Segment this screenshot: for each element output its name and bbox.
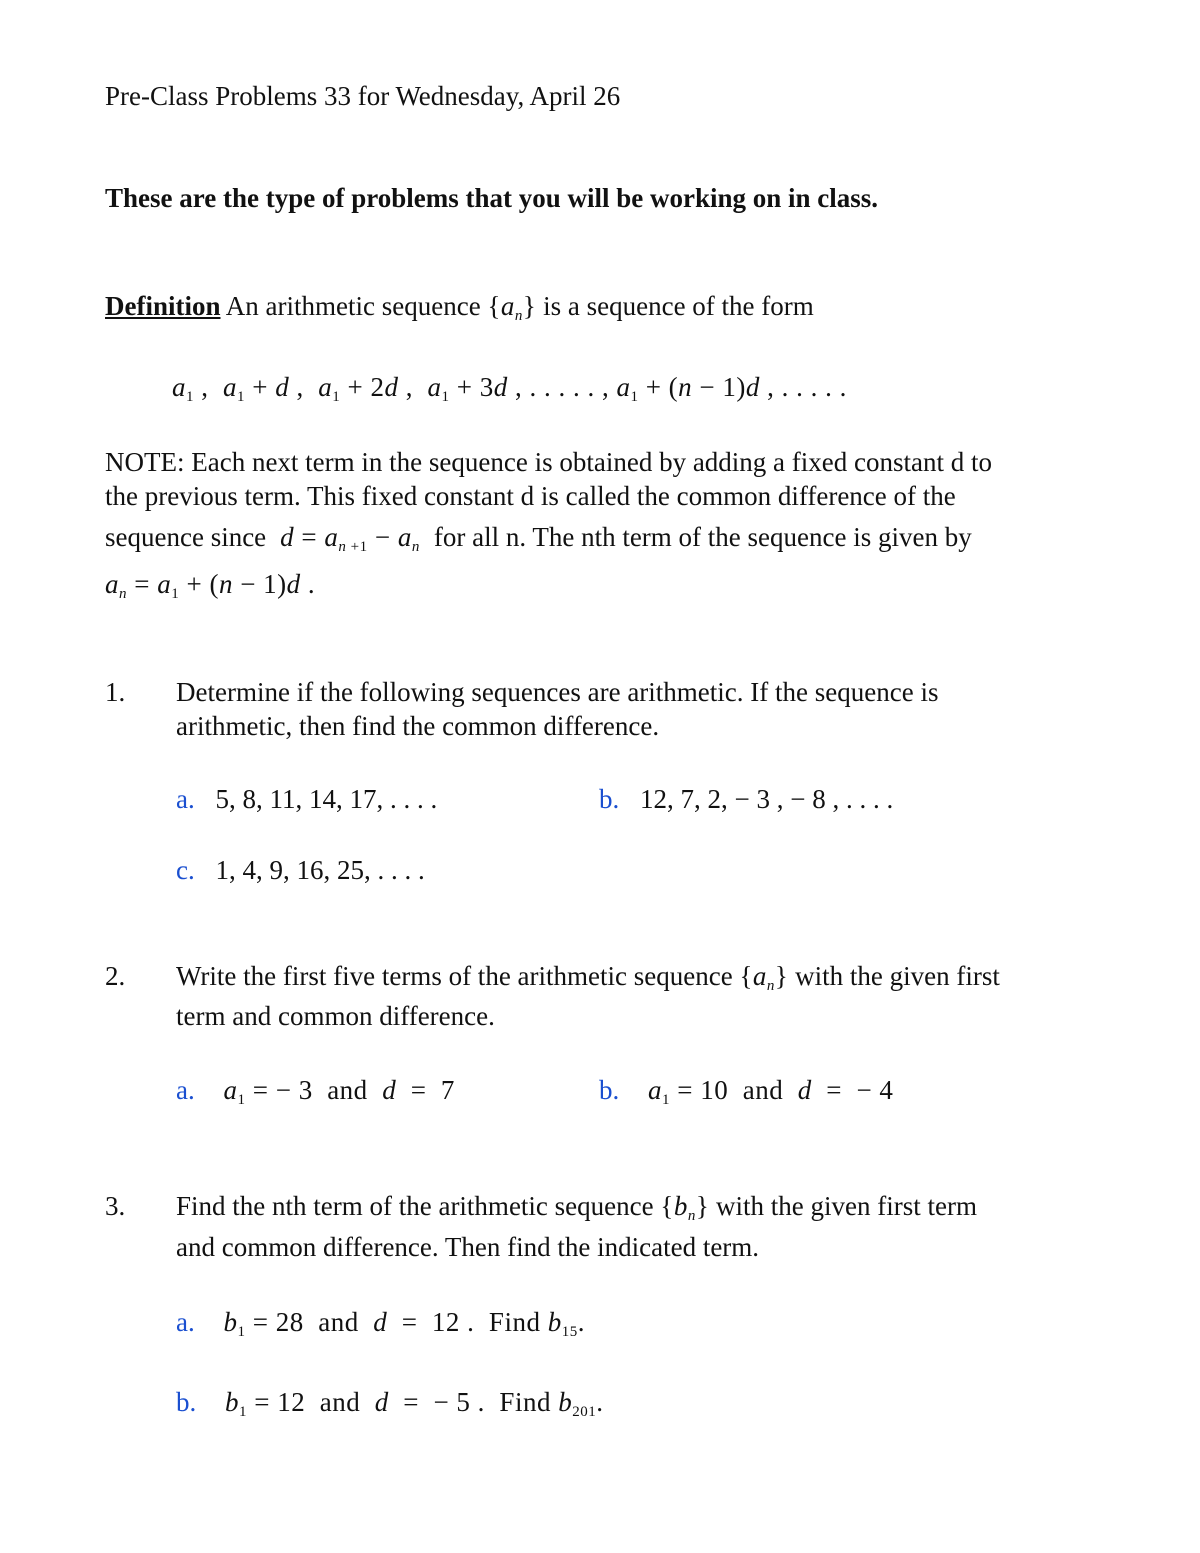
part-label: a. [176,784,195,814]
problem-2-line-1-start: Write the first five terms of the arithmetic sequence [176,961,733,991]
page-title: Pre-Class Problems 33 for Wednesday, April 26 [105,81,621,111]
definition-line [105,289,814,323]
problem-3-number: 3. [105,1191,126,1221]
nth-term-formula: $a_n = a_1 + (n - 1)d$ . [105,569,316,602]
part-text: 1, 4, 9, 16, 25, . . . . [215,855,425,885]
part-text: 12, 7, 2, − 3 , − 8 , . . . . [640,784,894,814]
part-formula: $a_1 = 10$ and d = − 4 [648,1075,894,1108]
sequence-form-formula: $a_1$ , $a_1 + d$ , $a_1 + 2d$ , $a_1 + 3d$ , . . . . . , $a_1 + (n - 1)d$ , . . . . . [172,372,847,405]
problem-1c [176,853,425,887]
problem-1-line-1: Determine if the following sequences are arithmetic. If the sequence is [176,677,939,707]
problem-1a [176,782,437,816]
problem-2-line-1 [176,959,1000,993]
note-line-3-mid: for all n. The nth term of the sequence is given by [433,522,972,552]
problem-2-line-1-end: with the given first [795,961,1000,991]
note-line-3 [105,520,972,554]
definition-label: Definition [105,291,221,321]
definition-text-after: is a sequence of the form [543,291,814,321]
problem-3-line-2: and common difference. Then find the indicated term. [176,1232,760,1262]
part-label: b. [599,784,620,814]
problem-3-line-1 [176,1189,977,1223]
part-label: c. [176,855,195,885]
note-line-2: the previous term. This fixed constant d is called the common difference of the [105,481,956,511]
sequence-notation: $\{a_n\}$ [487,291,537,324]
definition-text-before: An arithmetic sequence [225,291,481,321]
part-label: a. [176,1307,195,1337]
part-formula: $a_1$ = − 3 and d = 7 [223,1075,455,1108]
part-formula: $b_1 = 12$ and d = − 5 . Find $b_{201}$. [225,1387,604,1420]
note-line-1: NOTE: Each next term in the sequence is obtained by adding a fixed constant d to [105,447,992,477]
part-label: a. [176,1075,195,1105]
part-label: b. [176,1387,197,1417]
problem-2-number: 2. [105,961,126,991]
part-label: b. [599,1075,620,1105]
part-text: 5, 8, 11, 14, 17, . . . . [215,784,438,814]
problem-1-line-2: arithmetic, then find the common difference. [176,711,660,741]
note-line-3-start: sequence since [105,522,267,552]
problem-1b [599,782,893,816]
part-formula: $b_1 = 28$ and d = 12 . Find $b_{15}$. [223,1307,585,1340]
problem-3b [176,1385,603,1419]
problem-2a [176,1073,455,1107]
problem-3a [176,1305,585,1339]
common-difference-formula: $d = a_{n +1} - a_n$ [280,522,420,555]
sequence-notation: $\{a_n\}$ [739,961,789,994]
problem-2-line-2: term and common difference. [176,1001,495,1031]
problem-1-number: 1. [105,677,126,707]
problem-3-line-1-end: with the given first term [716,1191,977,1221]
problem-3-line-1-start: Find the nth term of the arithmetic sequence [176,1191,654,1221]
problem-2b [599,1073,893,1107]
sequence-notation: $\{b_n\}$ [660,1191,710,1224]
intro-text: These are the type of problems that you will be working on in class. [105,183,879,213]
